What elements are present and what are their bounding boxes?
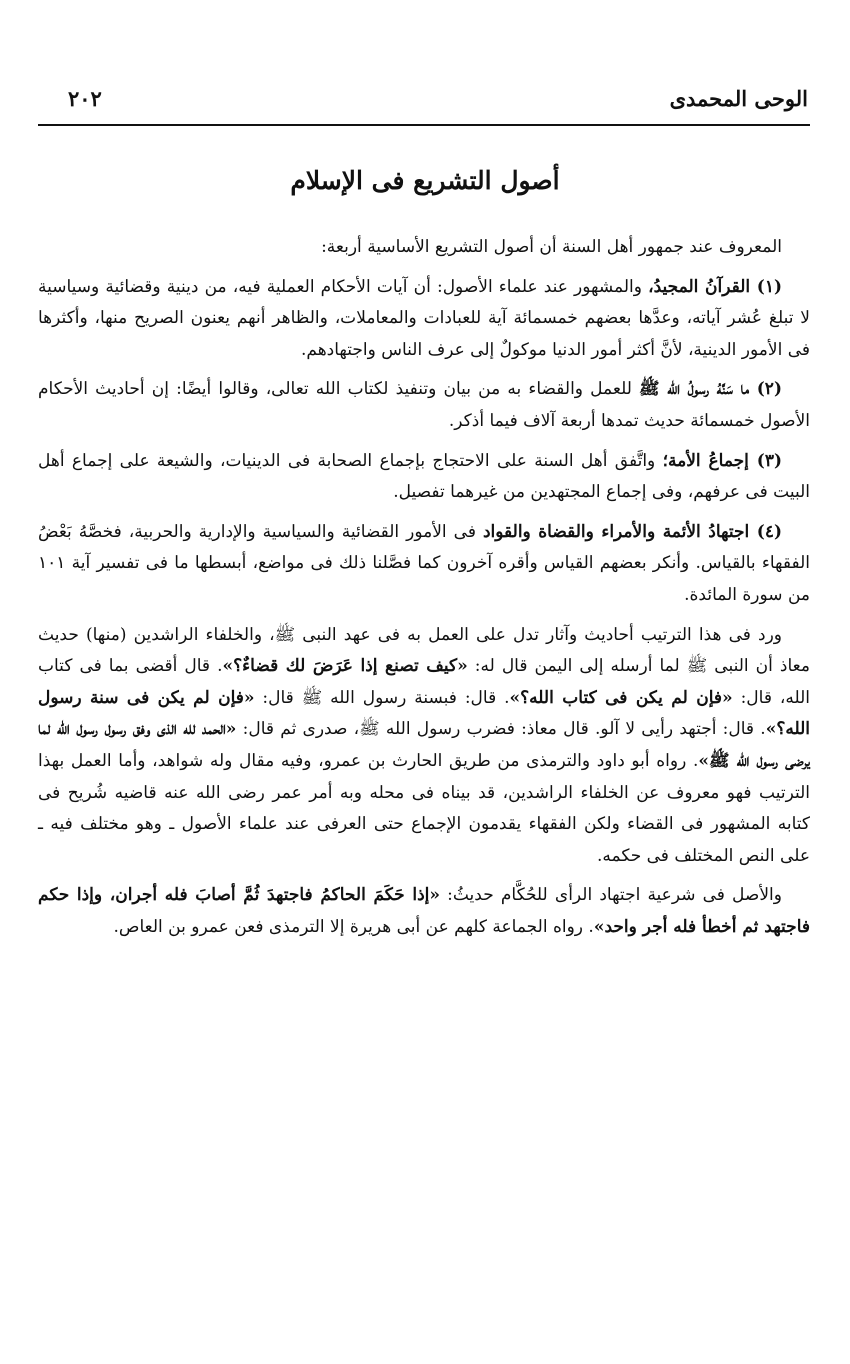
paragraph-lead: (٤) اجتهادُ الأئمة والأمراء والقضاة والقواد [482,521,783,542]
paragraph-text: للعمل والقضاء به من بيان وتنفيذ لكتاب الله تعالى، وقالوا أيضًا: إن أحاديث الأحكام الأصول خمسمائة حديث تمدها أربعة آلاف فيما أذكر. [38,379,810,431]
hadith-quote: «إذا حَكَمَ الحاكمُ فاجتهدَ ثُمَّ أصابَ فله أجران، وإذا حكم فاجتهد ثم أخطأ فله أجر واحد» [38,885,810,937]
paragraph-text: ورد فى هذا الترتيب أحاديث وآثار تدل على العمل به فى عهد النبى ﷺ، والخلفاء الراشدين (منها) حديث معاذ أن النبى ﷺ لما أرسله إلى اليمن قال له: [38,624,810,677]
header-rule [38,124,810,126]
paragraph-text: واتَّفق أهل السنة على الاحتجاج بإجماع الصحابة فى الدينيات، والشيعة على إجماع أهل البيت فى عرفهم، وفى إجماع المجتهدين من غيرهما تفصيل. [38,450,810,503]
paragraph-text: . قال: فبسنة رسول الله ﷺ قال: [254,687,510,708]
hadith-quote: «فإن لم يكن فى سنة رسول الله؟» [38,687,810,740]
paragraph-text: . رواه أبو داود والترمذى من طريق الحارث بن عمرو، وفيه مقال وله شواهد، وأما العمل بهذا الترتيب فهو معروف عن الخلفاء الراشدين، قد بيناه فى محله وبه أمر عمر رضى الله عنه قاضيه شُريح فى كتابه المشهور فى القضاء ولكن الفقهاء يقدمون الإجماع حتى العرفى عند علماء الأصول ـ وهو مختلف فيه ـ على النص المختلف فى حكمه. [38,750,810,866]
paragraph-quran [38,272,810,367]
paragraph-text: فى الأمور القضائية والسياسية والإدارية والحربية، فخصَّهُ بَعْضُ الفقهاء بالقياس. وأنكر بعضهم القياس وأقره آخرون كما فصَّلنا ذلك فى مواضع، أبسطها ما فى تفسير آية ١٠١ من سورة المائدة. [38,521,810,605]
hadith-quote: «كيف تصنع إذا عَرَضَ لك قضاءٌ؟» [222,656,468,677]
paragraph-text: . قال أقضى بما فى كتاب الله، قال: [38,656,811,708]
paragraph-lead: (٣) إجماعُ الأمة؛ [662,450,782,471]
hadith-quote: «فإن لم يكن فى كتاب الله؟» [509,687,733,708]
section-title: أصول التشريع فى الإسلام [290,166,560,195]
paragraph-lead: (٢) ما سَنَّهُ رسولُ الله ﷺ [639,379,782,400]
paragraph-ijtihad [38,517,810,612]
intro-paragraph: المعروف عند جمهور أهل السنة أن أصول التشريع الأساسية أربعة: [321,237,782,257]
running-title: الوحى المحمدى [669,86,808,111]
paragraph-text: والأصل فى شرعية اجتهاد الرأى للحُكَّام حديثُ: [439,885,782,906]
paragraph-text: . رواه الجماعة كلهم عن أبى هريرة إلا الترمذى فعن عمرو بن العاص. [113,916,594,937]
body-text [38,232,810,951]
paragraph-hadith-muadh [38,620,810,873]
paragraph-text: والمشهور عند علماء الأصول: أن آيات الأحكام العملية فيه، من دينية وقضائية وسياسية لا تبلغ عُشر آياته، وعدَّها بعضهم خمسمائة آية للعبادات والمعاملات، والظاهر أنهم يعنون الصريح منها، وأكثرها فى الأمور الدينية، لأنَّ أكثر أمور الدنيا موكولٌ إلى عرف الناس واجتهادهم. [38,276,810,360]
paragraph-hadith-judge [38,880,810,943]
page-number: ٢٠٢ [68,86,102,111]
paragraph-sunnah [38,374,810,437]
paragraph-text: . قال: أجتهد رأيى لا آلو. قال معاذ: فضرب رسول الله ﷺ، صدرى ثم قال: [236,719,766,740]
running-header [38,86,808,122]
hadith-quote: «الحمد لله الذى وفق رسول رسول الله لما يرضى رسول الله ﷺ» [38,719,810,771]
paragraph-ijma [38,446,810,509]
paragraph-lead: (١) القرآنُ المجيدُ، [648,276,782,297]
